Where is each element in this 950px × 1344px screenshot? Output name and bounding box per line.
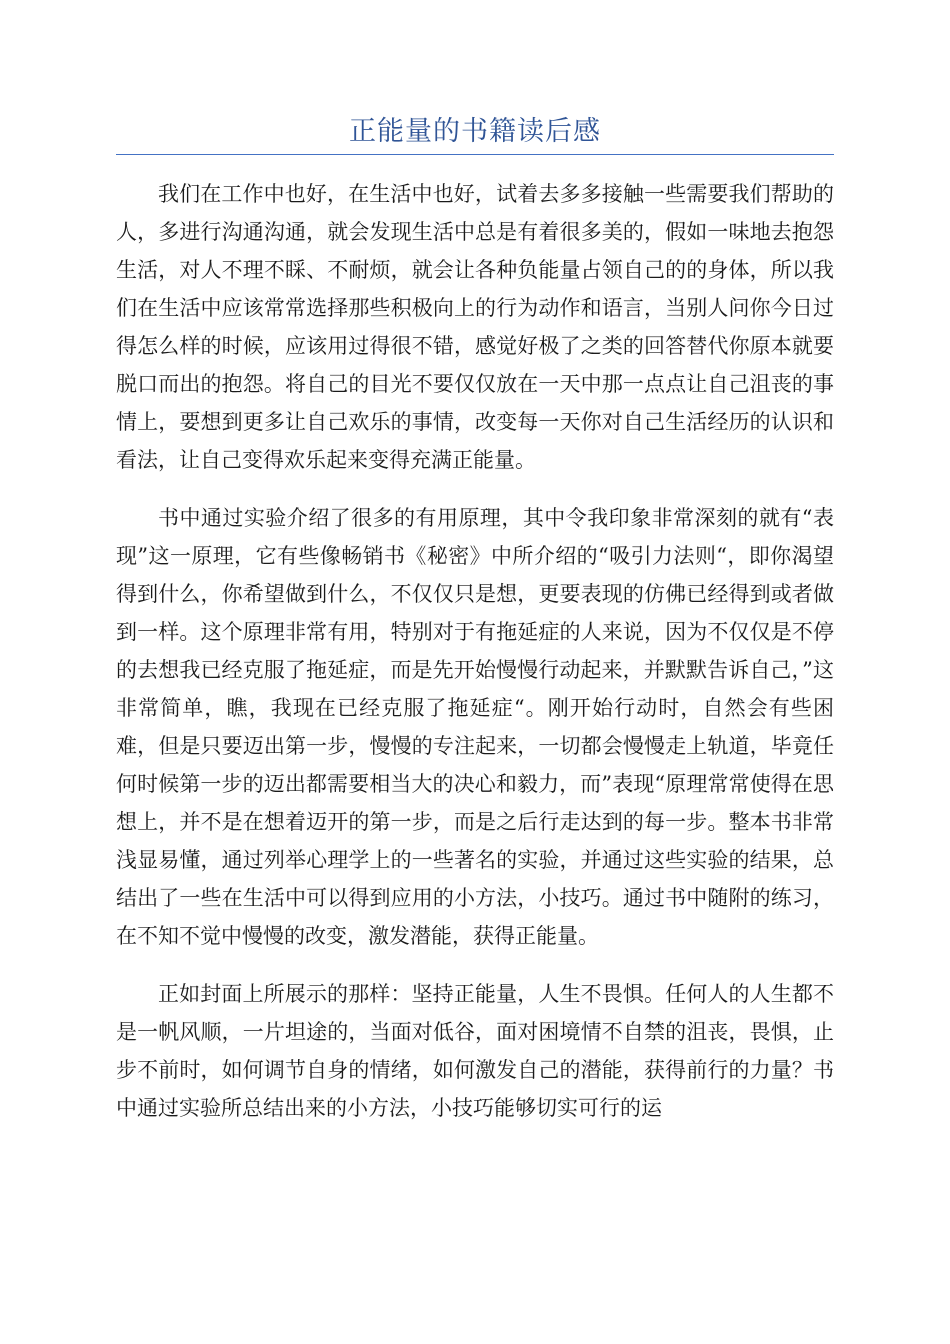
paragraph-1: 我们在工作中也好，在生活中也好，试着去多多接触一些需要我们帮助的人，多进行沟通沟通，就会发现生活中总是有着很多美的，假如一味地去抱怨生活，对人不理不睬、不耐烦，就会让各种负能量占领自己的的身体，所以我们在生活中应该常常选择那些积极向上的行为动作和语言，当别人问你今日过得怎么样的时候，应该用过得很不错，感觉好极了之类的回答替代你原本就要脱口而出的抱怨。将自己的目光不要仅仅放在一天中那一点点让自己沮丧的事情上，要想到更多让自己欢乐的事情，改变每一天你对自己生活经历的认识和看法，让自己变得欢乐起来变得充满正能量。 bbox=[116, 182, 834, 472]
document-body bbox=[116, 175, 834, 1147]
document-title: 正能量的书籍读后感 bbox=[349, 116, 601, 147]
paragraph-2: 书中通过实验介绍了很多的有用原理，其中令我印象非常深刻的就有“表现”这一原理，它有些像畅销书《秘密》中所介绍的“吸引力法则“，即你渴望得到什么，你希望做到什么，不仅仅只是想，更要表现的仿佛已经得到或者做到一样。这个原理非常有用，特别对于有拖延症的人来说，因为不仅仅是不停的去想我已经克服了拖延症，而是先开始慢慢行动起来，并默默告诉自己，”这非常简单，瞧，我现在已经克服了拖延症“。刚开始行动时，自然会有些困难，但是只要迈出第一步，慢慢的专注起来，一切都会慢慢走上轨道，毕竟任何时候第一步的迈出都需要相当大的决心和毅力，而”表现“原理常常使得在思想上，并不是在想着迈开的第一步，而是之后行走达到的每一步。整本书非常浅显易懂，通过列举心理学上的一些著名的实验，并通过这些实验的结果，总结出了一些在生活中可以得到应用的小方法，小技巧。通过书中随附的练习，在不知不觉中慢慢的改变，激发潜能，获得正能量。 bbox=[116, 506, 834, 948]
paragraph-3: 正如封面上所展示的那样：坚持正能量，人生不畏惧。任何人的人生都不是一帆风顺，一片坦途的，当面对低谷，面对困境情不自禁的沮丧，畏惧，止步不前时，如何调节自身的情绪，如何激发自己的潜能，获得前行的力量？书中通过实验所总结出来的小方法，小技巧能够切实可行的运 bbox=[116, 982, 834, 1120]
title-underline bbox=[116, 154, 834, 155]
